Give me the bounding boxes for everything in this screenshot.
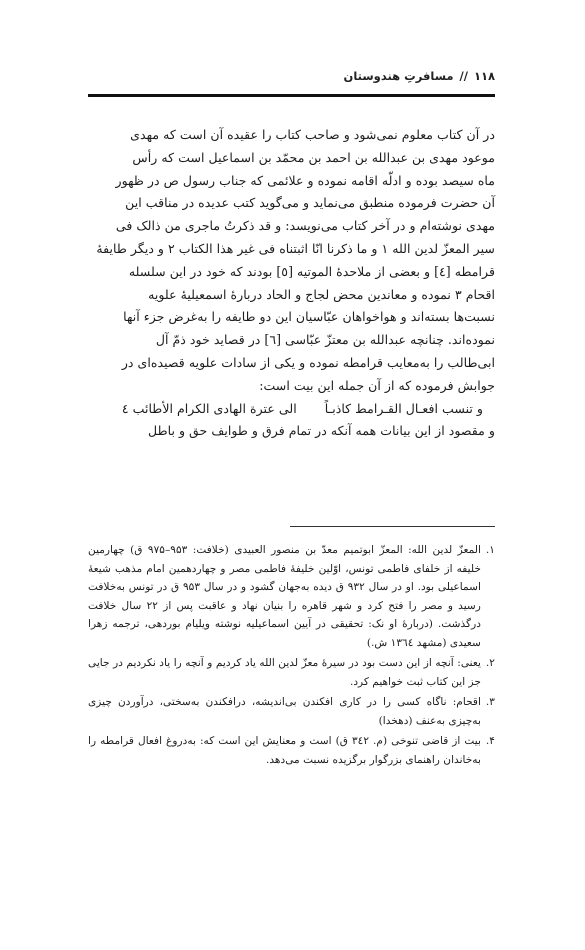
footnote bbox=[88, 654, 495, 691]
footnote-number: ۳. bbox=[485, 696, 495, 708]
text-line: مهدی نوشته‌ام و در آخر کتاب می‌نویسد: و قد ذکرتُ ماجری من ذالک فی bbox=[115, 218, 495, 234]
main-text bbox=[88, 124, 495, 443]
text-line: و مقصود از این بیانات همه آنکه در تمام فرق و طوایف حق و باطل bbox=[148, 423, 495, 439]
footnote-number: ۱. bbox=[485, 544, 495, 556]
text-line: موعود مهدی بن عبدالله بن احمد بن محمّد بن اسماعیل است که رأس bbox=[132, 149, 495, 165]
footnote-text: المعزّ لدین الله: المعزّ ابوتمیم معدّ بن منصور العبیدی (خلافت: ۹۵۳–۹۷۵ ق) چهارمین خلیفه از خلفای فاطمی تونس، اوّلین خلیفهٔ فاطمی مصر و چهاردهمین امام مذهب شیعهٔ اسماعیلی بود. او در سال ۹۳۲ ق دیده به‌جهان گشود و در سال ۹۵۳ ق در تونس به‌خلافت رسید و مصر را فتح کرد و شهر قاهره را بنیان نهاد و عاقبت پس از ۲۲ سال خلافت درگذشت. (دربارهٔ او نک: تحقیقی در آیین اسماعیلیه نوشته ویلیام بوردهی، ترجمه زهرا سعیدی (مشهد ١٣٦٤ ش.) bbox=[88, 544, 481, 649]
text-line: نموده‌اند. چنانچه عبدالله بن معتزّ عبّاسی [٦] در قصاید خود ذمّ آل bbox=[155, 332, 495, 348]
footnote-number: ۴. bbox=[485, 735, 495, 747]
footnotes bbox=[88, 541, 495, 771]
text-line: نسبت‌ها بسته‌اند و هواخواهان عبّاسیان این دو طایفه را به‌غرض جزء آنها bbox=[123, 309, 495, 325]
header-separator: // bbox=[459, 69, 468, 83]
page-number: ۱۱۸ bbox=[473, 69, 495, 83]
text-line: جوابش فرموده که از آن جمله این بیت است: bbox=[259, 377, 495, 393]
footnote-text: اقحام: ناگاه کسی را در کاری افکندن بی‌اندیشه، درافکندن به‌سختی، درآوردن چیزی به‌چیزی به‌عنف (دهخدا) bbox=[88, 696, 481, 727]
text-line: سیر المعزّ لدین الله ۱ و ما ذکرنا انّا اثبتناه فی غیر هذا الکتاب ۲ و دیگر طایفهٔ bbox=[96, 240, 495, 256]
text-line: آن حضرت فرموده منطبق می‌نماید و می‌گوید کتب عدیده در مناقب این bbox=[125, 195, 495, 211]
text-line: ماه سیصد بوده و ادلّه اقامه نموده و علائمی که جناب رسول ص در ظهور bbox=[115, 172, 495, 188]
footnote-number: ۲. bbox=[485, 657, 495, 669]
chapter-title: مسافرتِ هندوستان bbox=[343, 69, 454, 83]
header-rule bbox=[88, 94, 495, 97]
footnote-text: یعنی: آنچه از این دست بود در سیرهٔ معزّ لدین الله یاد کردیم و آنچه را یاد نکردیم در جایی جز این کتاب ثبت خواهیم کرد. bbox=[88, 657, 481, 688]
running-header bbox=[88, 65, 495, 87]
text-line: ابی‌طالب را به‌معایب قرامطه نموده و یکی از سادات علویه قصیده‌ای در bbox=[121, 354, 495, 370]
verse-second-hemistich: الی عترة الهادی الکرام الأطائب ٤ bbox=[121, 400, 297, 416]
verse-first-hemistich: و تنسب افعـال القـرامط کاذبـاً bbox=[324, 400, 483, 416]
text-line: اقحام ۳ نموده و معاندین محض لجاج و الحاد دربارهٔ اسمعیلیهٔ علویه bbox=[148, 286, 495, 302]
footnote bbox=[88, 693, 495, 730]
footnote-rule bbox=[290, 526, 495, 527]
text-line: قرامطه [٤] و بعضی از ملاحدهٔ الموتیه [٥] بودند که خود در این سلسله bbox=[128, 263, 495, 279]
footnote-text: بیت از قاضی تنوخی (م. ٣٤٢ ق) است و معنایش این است که: به‌دروغ افعال قرامطه را به‌خاندان راهنمای بزرگوار برگزیده نسبت می‌دهد. bbox=[88, 735, 481, 766]
footnote bbox=[88, 732, 495, 769]
poem-verse bbox=[88, 398, 495, 421]
footnote bbox=[88, 541, 495, 652]
text-line: در آن کتاب معلوم نمی‌شود و صاحب کتاب را عقیده آن است که مهدی bbox=[130, 127, 495, 142]
